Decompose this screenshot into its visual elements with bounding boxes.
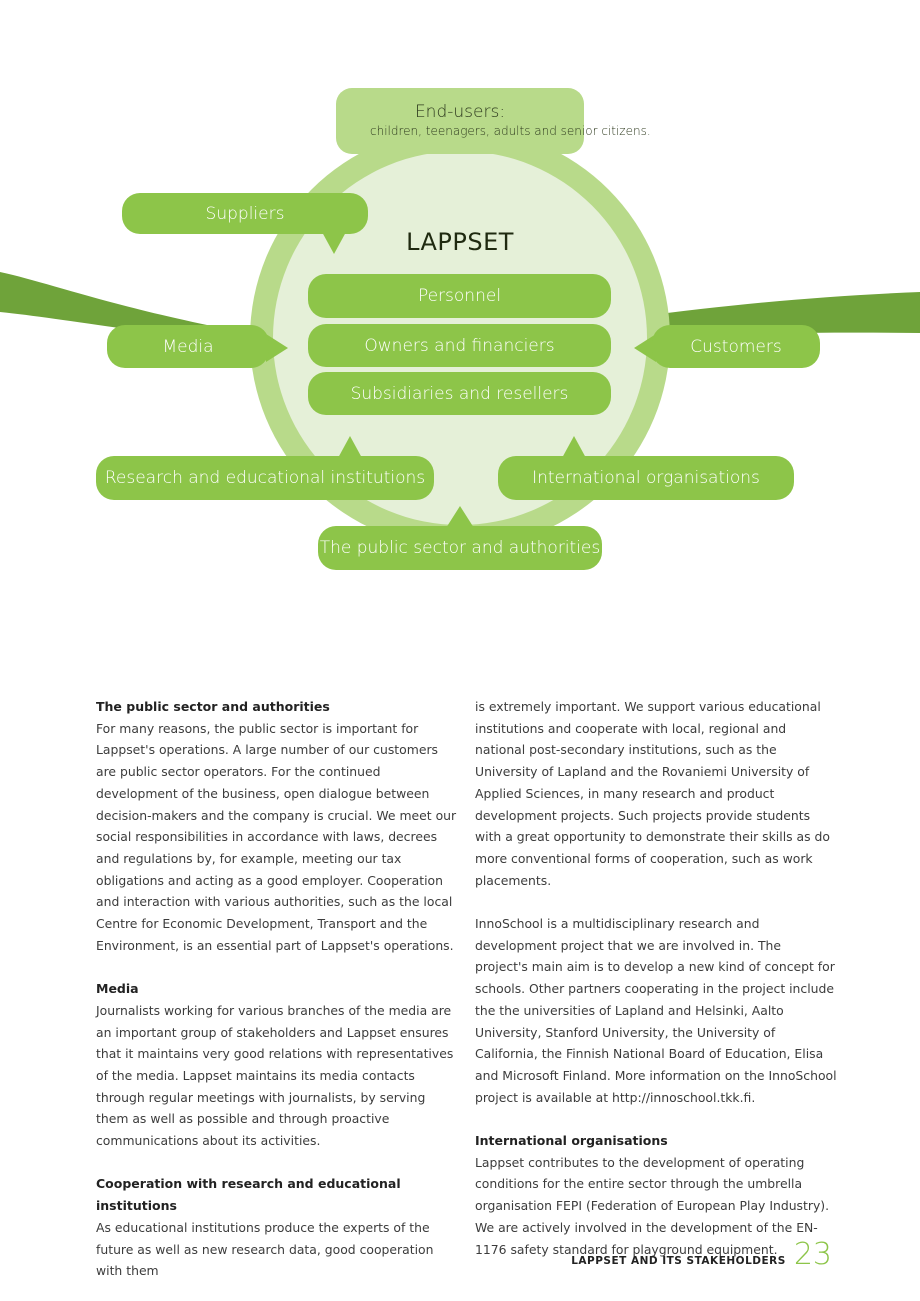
paragraph-media: Journalists working for various branches of the media are an important group of stakeholders and Lappset ensures that it maintains very good relations with representatives of the media. Lappset maintains its media contacts through regular meetings with journalists, by serving them as well as possible and through proactive communications about its activities. [96,1002,454,1149]
paragraph-public-sector: For many reasons, the public sector is important for Lappset's operations. A large number of our customers are public sector operators. For the continued development of the business, open dialogue between decision-makers and the company is crucial. We meet our social responsibilities in accordance with laws, decrees and regulations by, for example, meeting our tax obligations and acting as a good employer. Cooperation and interaction with various authorities, such as the local Centre for Economic Development, Transport and the Environment, is an essential part of Lappset's operations. [96,720,457,953]
public-sector-box: The public sector and authorities [318,526,602,570]
heading-public-sector: The public sector and authorities [96,699,330,714]
owners-box: Owners and financiers [308,324,611,367]
media-box: Media [107,325,269,368]
paragraph-international: Lappset contributes to the development of operating conditions for the entire sector through the umbrella organisation FEPI (Federation of European Play Industry). We are actively involved in the development of the EN-1176 safety standard for playground equipment. [475,1154,830,1257]
research-box: Research and educational institutions [96,456,434,500]
heading-research: Cooperation with research and educational institutions [96,1176,401,1214]
subsidiaries-box: Subsidiaries and resellers [308,372,611,415]
heading-international: International organisations [475,1133,668,1149]
end-users-title: End-users: [414,102,506,122]
end-users-subtitle: children, teenagers, adults and senior citizens. [370,124,651,138]
international-box: International organisations [498,456,794,500]
paragraph-research-continued: is extremely important. We support various educational institutions and cooperate with local, regional and national post-secondary institutions, such as the University of Lapland and the Rovaniemi University of Applied Sciences, in many research and product development projects. Such projects provide students with a great opportunity to demonstrate their skills as do more conventional forms of cooperation, such as work placements. [475,699,830,888]
paragraph-research: As educational institutions produce the experts of the future as well as new research data, good cooperation with them [96,1219,434,1279]
center-title: LAPPSET [406,228,514,256]
page-number: 23 [793,1237,832,1272]
suppliers-box: Suppliers [122,193,368,234]
heading-media: Media [96,981,139,997]
paragraph-innoschool: InnoSchool is a multidisciplinary research and development project that we are involved in. The project's main aim is to develop a new kind of concept for schools. Other partners cooperating in the project include the the universities of Lapland and Helsinki, Aalto University, Stanford University, the University of California, the Finnish National Board of Education, Elisa and Microsoft Finland. More information on the InnoSchool project is available at http://innoschool.tkk.fi. [475,916,837,1105]
footer-label: LAPPSET AND ITS STAKEHOLDERS [571,1255,786,1267]
personnel-box: Personnel [308,274,611,318]
stakeholder-diagram [0,0,920,600]
page-footer [571,1237,832,1272]
end-users-box [336,88,651,154]
customers-box: Customers [652,325,820,368]
